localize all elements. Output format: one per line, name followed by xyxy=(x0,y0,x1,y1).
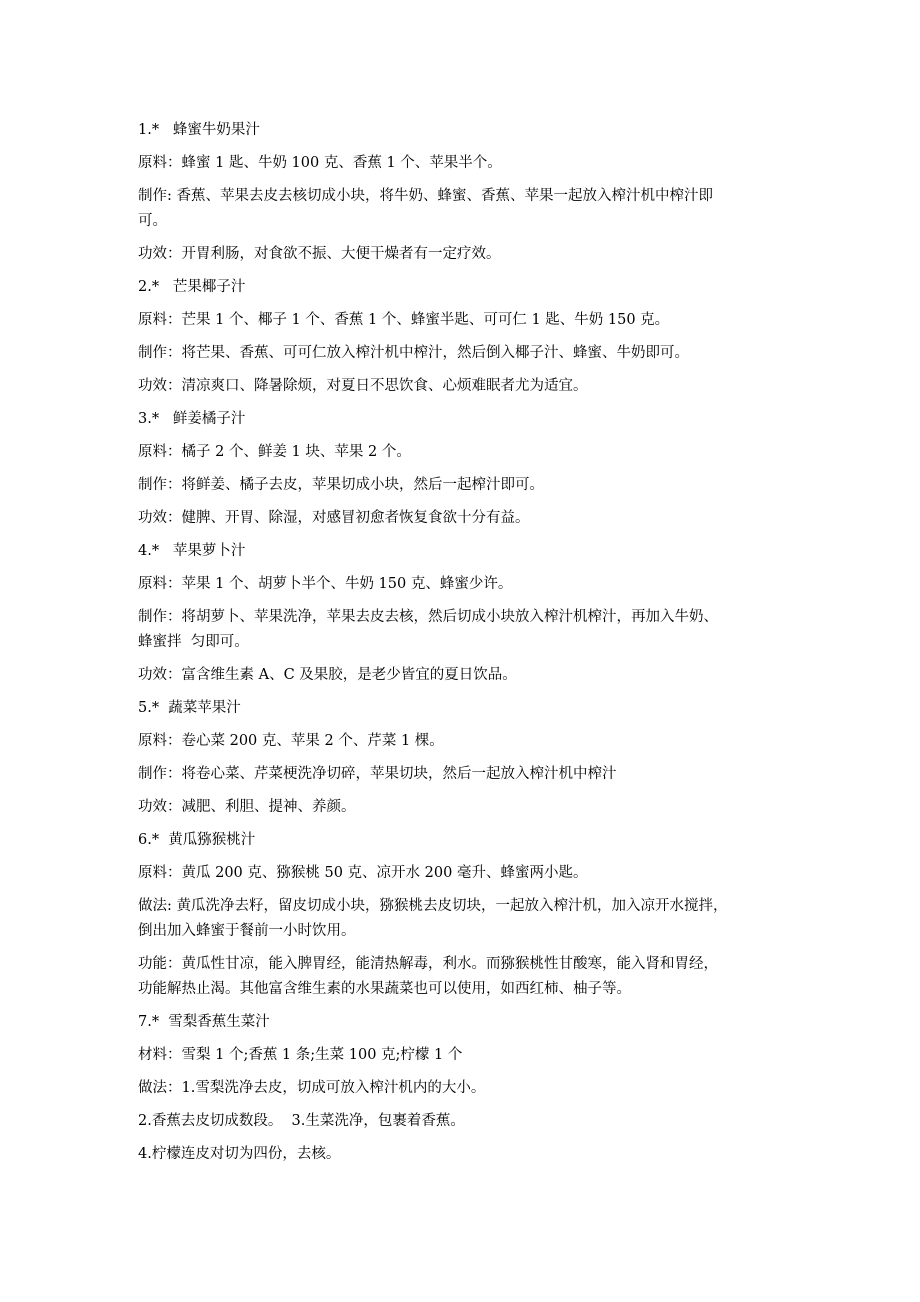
document-body xyxy=(138,121,798,1178)
recipe-6-function: 功能：黄瓜性甘凉，能入脾胃经，能清热解毒，利水。而猕猴桃性甘酸寒，能入肾和胃经， xyxy=(138,956,718,972)
recipe-1-effect: 功效：开胃利肠，对食欲不振、大便干燥者有一定疗效。 xyxy=(138,246,501,262)
recipe-1-method: 制作: 香蕉、苹果去皮去核切成小块，将牛奶、蜂蜜、香蕉、苹果一起放入榨汁机中榨汁即 xyxy=(138,188,713,204)
recipe-1-method-cont: 可。 xyxy=(138,213,167,229)
recipe-2-method: 制作：将芒果、香蕉、可可仁放入榨汁机中榨汁，然后倒入椰子汁、蜂蜜、牛奶即可。 xyxy=(138,345,689,361)
recipe-7-step-2-3: 2.香蕉去皮切成数段。 3.生菜洗净，包裹着香蕉。 xyxy=(138,1113,465,1129)
recipe-3-title: 3.* 鲜姜橘子汁 xyxy=(138,411,246,427)
recipe-5-ingredients: 原料：卷心菜 200 克、苹果 2 个、芹菜 1 棵。 xyxy=(138,733,444,749)
recipe-2-effect: 功效：清凉爽口、降暑除烦，对夏日不思饮食、心烦难眠者尤为适宜。 xyxy=(138,378,588,394)
recipe-3-ingredients: 原料：橘子 2 个、鲜姜 1 块、苹果 2 个。 xyxy=(138,444,411,460)
recipe-4-method-cont: 蜂蜜拌 匀即可。 xyxy=(138,634,249,650)
recipe-5-method: 制作：将卷心菜、芹菜梗洗净切碎，苹果切块，然后一起放入榨汁机中榨汁 xyxy=(138,766,617,782)
recipe-7-step-4: 4.柠檬连皮对切为四份，去核。 xyxy=(138,1146,341,1162)
recipe-7-ingredients: 材料：雪梨 1 个;香蕉 1 条;生菜 100 克;柠檬 1 个 xyxy=(138,1047,463,1063)
recipe-6-method-cont: 倒出加入蜂蜜于餐前一小时饮用。 xyxy=(138,923,356,939)
recipe-6-function-cont: 功能解热止渴。其他富含维生素的水果蔬菜也可以使用，如西红柿、柚子等。 xyxy=(138,981,631,997)
recipe-1-ingredients: 原料：蜂蜜 1 匙、牛奶 100 克、香蕉 1 个、苹果半个。 xyxy=(138,155,502,171)
recipe-4-method: 制作：将胡萝卜、苹果洗净，苹果去皮去核，然后切成小块放入榨汁机榨汁，再加入牛奶、 xyxy=(138,609,718,625)
recipe-7-step-1: 做法：1.雪梨洗净去皮，切成可放入榨汁机内的大小。 xyxy=(138,1080,486,1096)
recipe-6-method: 做法: 黄瓜洗净去籽，留皮切成小块，猕猴桃去皮切块，一起放入榨汁机，加入凉开水搅拌， xyxy=(138,898,728,914)
recipe-3-method: 制作：将鲜姜、橘子去皮，苹果切成小块，然后一起榨汁即可。 xyxy=(138,477,544,493)
recipe-2-ingredients: 原料：芒果 1 个、椰子 1 个、香蕉 1 个、蜂蜜半匙、可可仁 1 匙、牛奶 150 克。 xyxy=(138,312,670,328)
recipe-5-title: 5.* 蔬菜苹果汁 xyxy=(138,700,241,716)
recipe-4-effect: 功效：富含维生素 A、C 及果胶，是老少皆宜的夏日饮品。 xyxy=(138,667,517,683)
recipe-2-title: 2.* 芒果椰子汁 xyxy=(138,279,246,295)
recipe-3-effect: 功效：健脾、开胃、除湿，对感冒初愈者恢复食欲十分有益。 xyxy=(138,510,530,526)
recipe-7-title: 7.* 雪梨香蕉生菜汁 xyxy=(138,1014,270,1030)
recipe-6-ingredients: 原料：黄瓜 200 克、猕猴桃 50 克、凉开水 200 毫升、蜂蜜两小匙。 xyxy=(138,865,588,881)
recipe-4-ingredients: 原料：苹果 1 个、胡萝卜半个、牛奶 150 克、蜂蜜少许。 xyxy=(138,576,513,592)
recipe-4-title: 4.* 苹果萝卜汁 xyxy=(138,543,246,559)
recipe-5-effect: 功效：减肥、利胆、提神、养颜。 xyxy=(138,799,356,815)
recipe-1-title: 1.* 蜂蜜牛奶果汁 xyxy=(138,122,260,138)
recipe-6-title: 6.* 黄瓜猕猴桃汁 xyxy=(138,832,256,848)
